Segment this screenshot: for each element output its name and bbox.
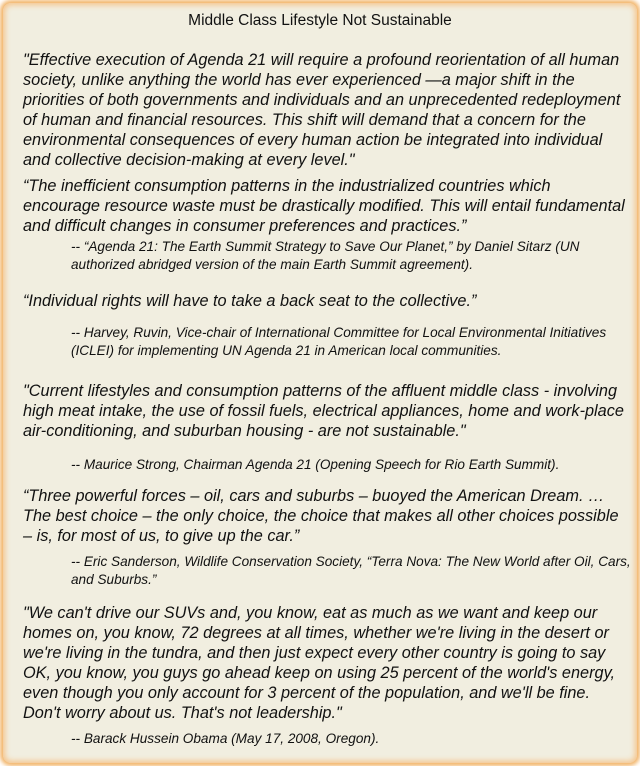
attribution-sanderson: -- Eric Sanderson, Wildlife Conservation Society, “Terra Nova: The New World after Oil, Cars, and Suburbs.” [71,554,631,587]
quote-consumption-patterns: “The inefficient consumption patterns in the industrialized countries which encourage resource waste must be drastically modified. This will entail fundamental and difficult changes in consumer preferences and practices.” [23,177,625,235]
attribution-ruvin: -- Harvey, Ruvin, Vice-chair of International Committee for Local Environmental Initiatives (ICLEI) for implementing UN Agenda 21 in American local communities. [71,325,607,358]
attribution-sitarz: -- “Agenda 21: The Earth Summit Strategy to Save Our Planet,” by Daniel Sitarz (UN authorized abridged version of the main Earth Summit agreement). [71,239,580,272]
attribution-obama: -- Barack Hussein Obama (May 17, 2008, Oregon). [71,731,380,746]
quote-agenda21-reorientation: "Effective execution of Agenda 21 will require a profound reorientation of all human society, unlike anything the world has ever experienced —a major shift in the priorities of both governments and individuals and an unprecedented redeployment of human and financial resources. This shift will demand that a concern for the environmental consequences of every human action be integrated into individual and collective decision-making at every level." [23,51,621,169]
quote-individual-rights: “Individual rights will have to take a back seat to the collective.” [23,292,477,310]
document-frame [3,3,637,763]
quote-obama-suvs: "We can't drive our SUVs and, you know, eat as much as we want and keep our homes on, you know, 72 degrees at all times, whether we're living in the desert or we're living in the tundra, and then just expect every other country is going to say OK, you know, you guys go ahead keep on using 25 percent of the world's energy, even though you only account for 3 percent of the population, and we'll be fine. Don't worry about us. That's not leadership." [23,604,616,722]
quote-middle-class-lifestyles: "Current lifestyles and consumption patterns of the affluent middle class - involving high meat intake, the use of fossil fuels, electrical appliances, home and work-place air-conditioning, and suburban housing - are not sustainable." [23,382,624,440]
attribution-strong: -- Maurice Strong, Chairman Agenda 21 (Opening Speech for Rio Earth Summit). [71,457,560,472]
quote-oil-cars-suburbs: “Three powerful forces – oil, cars and suburbs – buoyed the American Dream. … The best choice – the only choice, the choice that makes all other choices possible – is, for most of us, to give up the car.” [23,487,619,545]
page-title: Middle Class Lifestyle Not Sustainable [188,12,452,29]
